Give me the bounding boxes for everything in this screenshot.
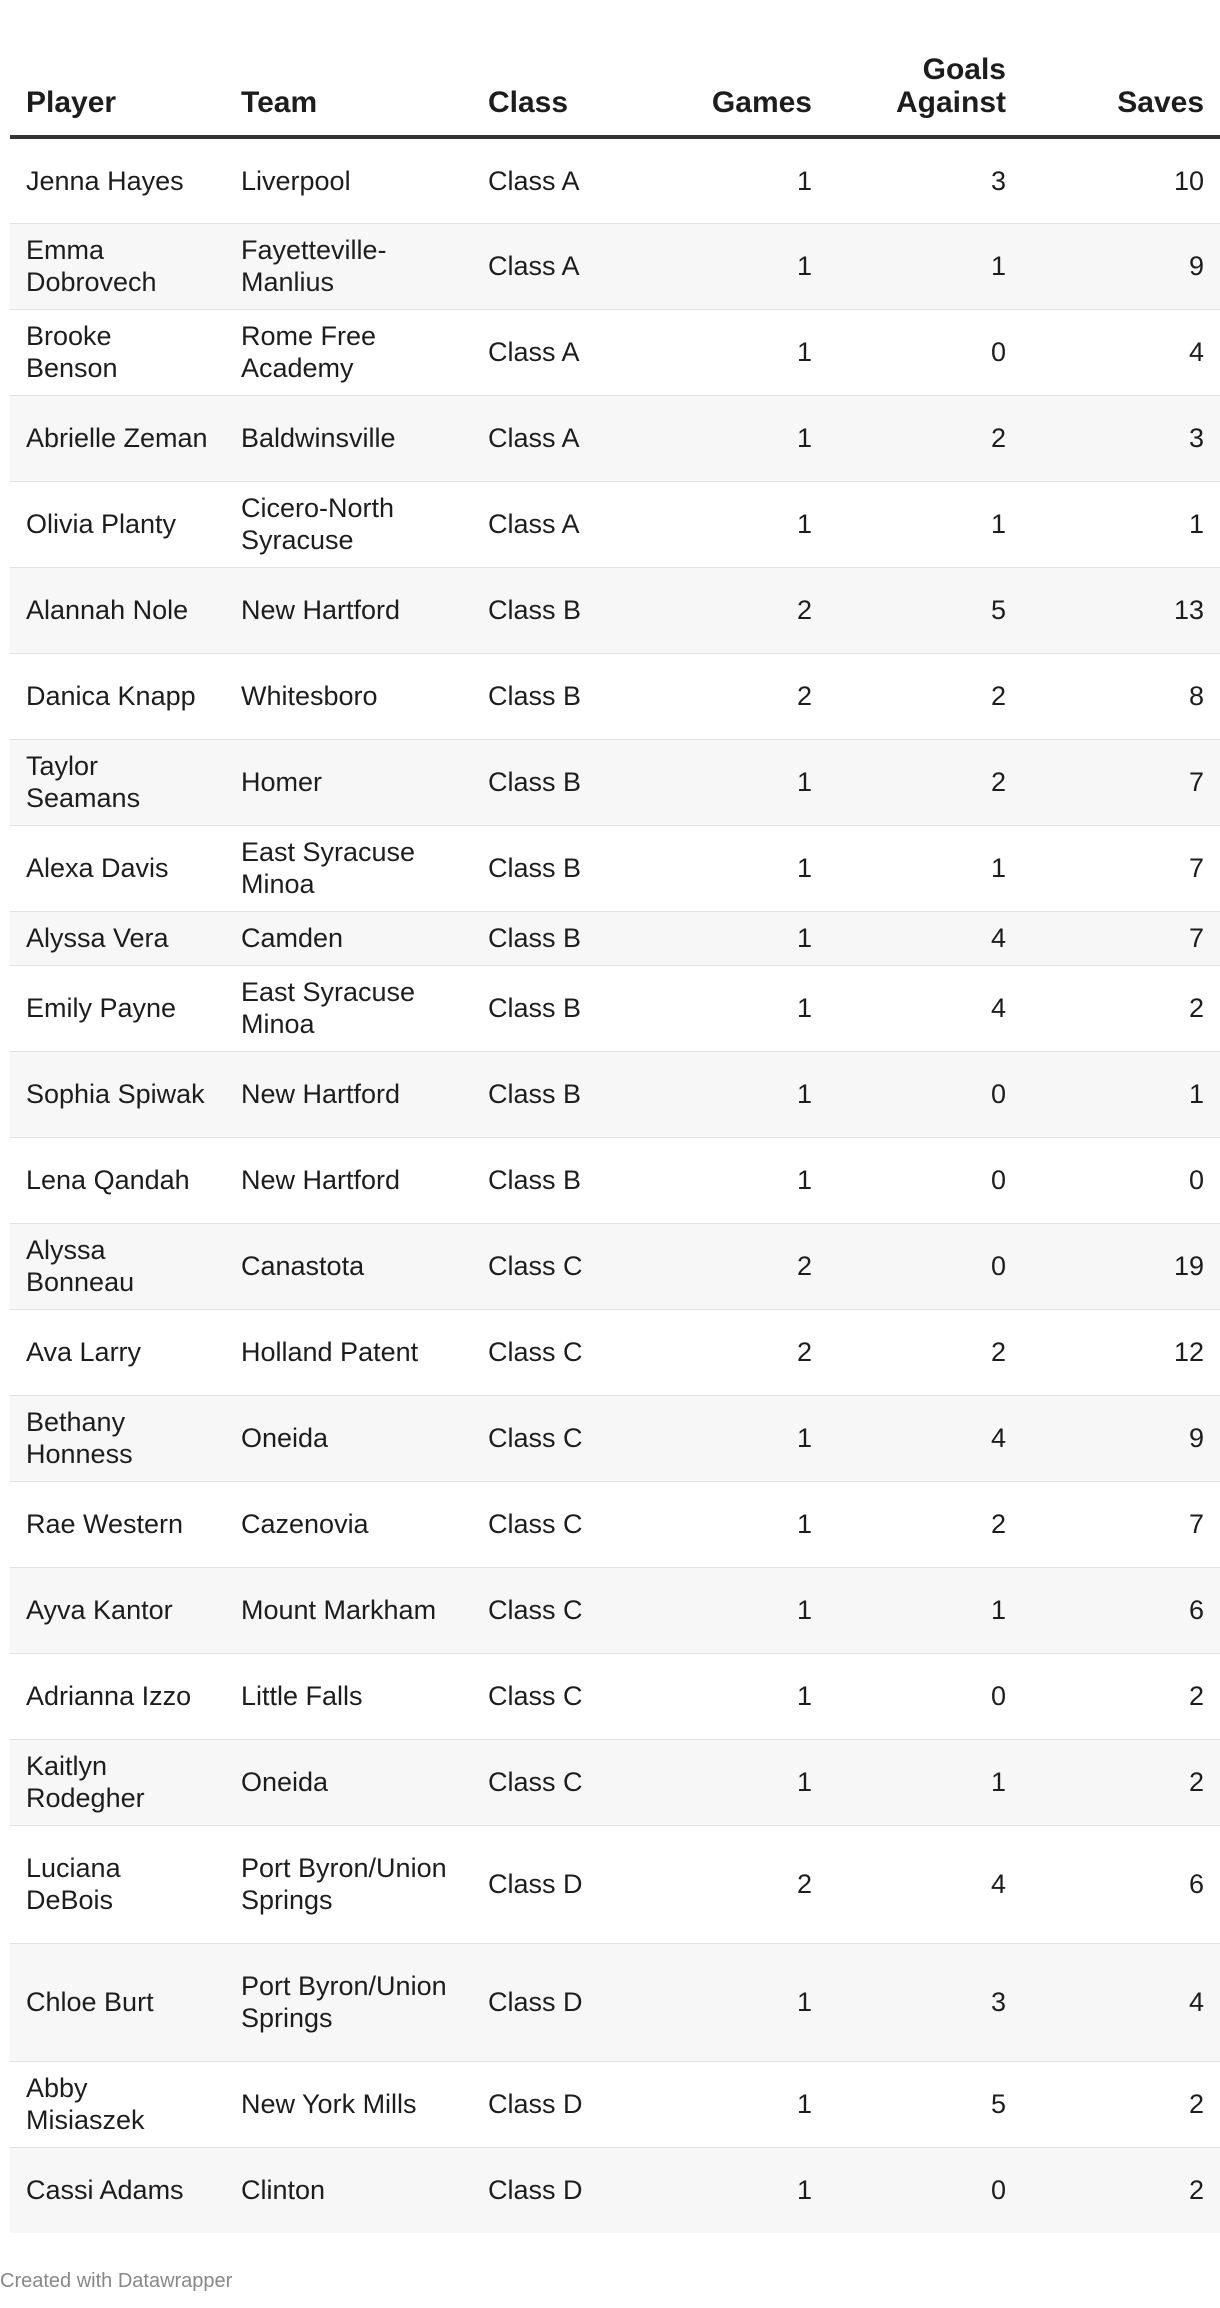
cell-games: 1 bbox=[640, 309, 828, 395]
cell-team: Little Falls bbox=[225, 1653, 472, 1739]
cell-saves: 7 bbox=[1022, 1481, 1220, 1567]
cell-team: New York Mills bbox=[225, 2061, 472, 2147]
table-row bbox=[10, 1567, 1220, 1653]
cell-team: Homer bbox=[225, 739, 472, 825]
cell-games: 1 bbox=[640, 1739, 828, 1825]
table-row bbox=[10, 1481, 1220, 1567]
table-row bbox=[10, 1825, 1220, 1943]
cell-games: 2 bbox=[640, 653, 828, 739]
cell-team: Port Byron/Union Springs bbox=[225, 1825, 472, 1943]
cell-goals-against: 2 bbox=[828, 653, 1022, 739]
cell-player: Jenna Hayes bbox=[10, 137, 225, 223]
cell-saves: 2 bbox=[1022, 1653, 1220, 1739]
cell-class: Class C bbox=[472, 1223, 640, 1309]
cell-player: Abby Misiaszek bbox=[10, 2061, 225, 2147]
cell-games: 1 bbox=[640, 1567, 828, 1653]
table-row bbox=[10, 1051, 1220, 1137]
cell-player: Lena Qandah bbox=[10, 1137, 225, 1223]
cell-saves: 2 bbox=[1022, 1739, 1220, 1825]
cell-goals-against: 1 bbox=[828, 481, 1022, 567]
cell-team: Fayetteville-Manlius bbox=[225, 223, 472, 309]
cell-saves: 19 bbox=[1022, 1223, 1220, 1309]
cell-player: Olivia Planty bbox=[10, 481, 225, 567]
cell-team: New Hartford bbox=[225, 1137, 472, 1223]
cell-saves: 6 bbox=[1022, 1825, 1220, 1943]
table-row bbox=[10, 1943, 1220, 2061]
cell-games: 1 bbox=[640, 1395, 828, 1481]
cell-class: Class D bbox=[488, 2175, 583, 2206]
cell-player: Adrianna Izzo bbox=[10, 1653, 225, 1739]
cell-player: Luciana DeBois bbox=[10, 1825, 225, 1943]
cell-team: New Hartford bbox=[225, 567, 472, 653]
cell-class: Class B bbox=[472, 739, 640, 825]
cell-saves: 4 bbox=[1022, 309, 1220, 395]
cell-goals-against: 5 bbox=[828, 567, 1022, 653]
cell-player: Cassi Adams bbox=[26, 2175, 184, 2206]
header-row bbox=[10, 0, 1220, 137]
cell-games: 1 bbox=[640, 911, 828, 965]
cell-games: 1 bbox=[640, 965, 828, 1051]
column-header-team: Team bbox=[225, 0, 472, 137]
cell-team: Port Byron/Union Springs bbox=[225, 1943, 472, 2061]
cell-player: Chloe Burt bbox=[10, 1943, 225, 2061]
cell-class: Class D bbox=[472, 1943, 640, 2061]
table-row bbox=[10, 1309, 1220, 1395]
cell-team: Cazenovia bbox=[225, 1481, 472, 1567]
cell-class: Class B bbox=[472, 825, 640, 911]
cell-saves: 7 bbox=[1022, 825, 1220, 911]
cell-class: Class C bbox=[472, 1395, 640, 1481]
cell-games: 2 bbox=[640, 567, 828, 653]
cell-games: 2 bbox=[640, 1223, 828, 1309]
cell-team: East Syracuse Minoa bbox=[225, 825, 472, 911]
cell-class: Class A bbox=[472, 481, 640, 567]
cell-saves: 4 bbox=[1022, 1943, 1220, 2061]
cell-player: Emily Payne bbox=[10, 965, 225, 1051]
cell-team: Liverpool bbox=[225, 137, 472, 223]
table-row bbox=[10, 309, 1220, 395]
cell-player: Alexa Davis bbox=[10, 825, 225, 911]
table-row bbox=[10, 825, 1220, 911]
table-row bbox=[10, 1223, 1220, 1309]
table-row bbox=[10, 1395, 1220, 1481]
table-row bbox=[10, 2147, 1220, 2233]
cell-games: 2 bbox=[640, 1825, 828, 1943]
cell-player: Abrielle Zeman bbox=[10, 395, 225, 481]
table-row bbox=[10, 2061, 1220, 2147]
cell-games: 1 bbox=[640, 825, 828, 911]
cell-goals-against: 4 bbox=[828, 911, 1022, 965]
cell-goals-against: 2 bbox=[828, 1309, 1022, 1395]
cell-games: 1 bbox=[640, 1653, 828, 1739]
cell-team: Oneida bbox=[225, 1395, 472, 1481]
cell-class: Class D bbox=[472, 1825, 640, 1943]
cell-saves: 6 bbox=[1022, 1567, 1220, 1653]
cell-goals-against: 4 bbox=[828, 1825, 1022, 1943]
cell-class: Class C bbox=[472, 1309, 640, 1395]
cell-class: Class A bbox=[472, 223, 640, 309]
datawrapper-credit: Created with Datawrapper bbox=[0, 2270, 233, 2292]
cell-games: 1 bbox=[796, 2175, 812, 2206]
cell-player: Alyssa Bonneau bbox=[10, 1223, 225, 1309]
cell-class: Class C bbox=[472, 1653, 640, 1739]
cell-goals-against: 3 bbox=[828, 1943, 1022, 2061]
cell-saves: 1 bbox=[1022, 481, 1220, 567]
cell-team: Mount Markham bbox=[225, 1567, 472, 1653]
table-row bbox=[10, 1653, 1220, 1739]
cell-team: Whitesboro bbox=[225, 653, 472, 739]
cell-games: 1 bbox=[640, 223, 828, 309]
cell-saves: 10 bbox=[1022, 137, 1220, 223]
cell-class: Class B bbox=[472, 653, 640, 739]
column-header-class: Class bbox=[472, 0, 640, 137]
cell-games: 1 bbox=[640, 395, 828, 481]
cell-goals-against: 0 bbox=[828, 1137, 1022, 1223]
cell-class: Class A bbox=[472, 137, 640, 223]
table-row bbox=[10, 911, 1220, 965]
cell-saves: 2 bbox=[1022, 965, 1220, 1051]
cell-games: 1 bbox=[640, 1481, 828, 1567]
cell-player: Danica Knapp bbox=[10, 653, 225, 739]
table-header bbox=[10, 0, 1220, 137]
cell-goals-against: 0 bbox=[828, 309, 1022, 395]
cell-saves: 2 bbox=[1022, 2061, 1220, 2147]
goalie-stats-table bbox=[10, 0, 1220, 2233]
cell-saves: 1 bbox=[1022, 1051, 1220, 1137]
cell-class: Class B bbox=[472, 911, 640, 965]
cell-player: Brooke Benson bbox=[10, 309, 225, 395]
column-header-player: Player bbox=[10, 0, 225, 137]
cell-class: Class B bbox=[472, 1051, 640, 1137]
cell-saves: 12 bbox=[1022, 1309, 1220, 1395]
cell-class: Class B bbox=[472, 965, 640, 1051]
cell-games: 1 bbox=[640, 739, 828, 825]
cell-team: Canastota bbox=[225, 1223, 472, 1309]
cell-goals-against: 4 bbox=[828, 1395, 1022, 1481]
cell-goals-against: 0 bbox=[828, 1653, 1022, 1739]
cell-saves: 7 bbox=[1022, 911, 1220, 965]
table-row bbox=[10, 739, 1220, 825]
cell-games: 1 bbox=[640, 137, 828, 223]
cell-goals-against: 2 bbox=[828, 1481, 1022, 1567]
cell-class: Class B bbox=[472, 567, 640, 653]
cell-player: Ava Larry bbox=[10, 1309, 225, 1395]
table-container bbox=[10, 0, 1220, 2233]
table-body bbox=[10, 137, 1220, 2233]
cell-saves: 2 bbox=[1188, 2175, 1204, 2206]
cell-team: Baldwinsville bbox=[225, 395, 472, 481]
cell-class: Class D bbox=[472, 2061, 640, 2147]
cell-goals-against: 3 bbox=[828, 137, 1022, 223]
cell-saves: 8 bbox=[1022, 653, 1220, 739]
cell-saves: 9 bbox=[1022, 223, 1220, 309]
cell-goals-against: 0 bbox=[828, 1223, 1022, 1309]
cell-saves: 7 bbox=[1022, 739, 1220, 825]
cell-goals-against: 5 bbox=[828, 2061, 1022, 2147]
cell-games: 2 bbox=[640, 1309, 828, 1395]
cell-saves: 0 bbox=[1022, 1137, 1220, 1223]
cell-goals-against: 1 bbox=[828, 825, 1022, 911]
cell-games: 1 bbox=[640, 481, 828, 567]
cell-goals-against: 2 bbox=[828, 395, 1022, 481]
cell-player: Kaitlyn Rodegher bbox=[10, 1739, 225, 1825]
cell-saves: 3 bbox=[1022, 395, 1220, 481]
cell-games: 1 bbox=[640, 1051, 828, 1137]
cell-goals-against: 0 bbox=[828, 1051, 1022, 1137]
cell-player: Emma Dobrovech bbox=[10, 223, 225, 309]
cell-team: Cicero-North Syracuse bbox=[225, 481, 472, 567]
cell-player: Alannah Nole bbox=[10, 567, 225, 653]
cell-class: Class A bbox=[472, 309, 640, 395]
table-row bbox=[10, 1137, 1220, 1223]
column-header-games: Games bbox=[640, 0, 828, 137]
table-row bbox=[10, 653, 1220, 739]
cell-class: Class C bbox=[472, 1739, 640, 1825]
table-row bbox=[10, 395, 1220, 481]
cell-class: Class C bbox=[472, 1481, 640, 1567]
cell-player: Ayva Kantor bbox=[10, 1567, 225, 1653]
cell-goals-against: 4 bbox=[828, 965, 1022, 1051]
cell-player: Rae Western bbox=[10, 1481, 225, 1567]
cell-team: Holland Patent bbox=[225, 1309, 472, 1395]
cell-games: 1 bbox=[640, 2061, 828, 2147]
cell-class: Class B bbox=[472, 1137, 640, 1223]
cell-class: Class A bbox=[472, 395, 640, 481]
table-row bbox=[10, 481, 1220, 567]
cell-goals-against: 0 bbox=[990, 2175, 1006, 2206]
cell-saves: 9 bbox=[1022, 1395, 1220, 1481]
cell-class: Class C bbox=[472, 1567, 640, 1653]
cell-games: 1 bbox=[640, 1943, 828, 2061]
column-header-goals-against: Goals Against bbox=[828, 0, 1022, 137]
cell-team: East Syracuse Minoa bbox=[225, 965, 472, 1051]
cell-team: New Hartford bbox=[225, 1051, 472, 1137]
table-row bbox=[10, 1739, 1220, 1825]
cell-team: Camden bbox=[225, 911, 472, 965]
cell-goals-against: 1 bbox=[828, 1739, 1022, 1825]
cell-team: Oneida bbox=[225, 1739, 472, 1825]
table-row bbox=[10, 965, 1220, 1051]
column-header-saves: Saves bbox=[1022, 0, 1220, 137]
cell-player: Sophia Spiwak bbox=[10, 1051, 225, 1137]
cell-saves: 13 bbox=[1022, 567, 1220, 653]
table-row bbox=[10, 567, 1220, 653]
cell-goals-against: 1 bbox=[828, 1567, 1022, 1653]
cell-player: Taylor Seamans bbox=[10, 739, 225, 825]
cell-goals-against: 2 bbox=[828, 739, 1022, 825]
cell-goals-against: 1 bbox=[828, 223, 1022, 309]
table-row bbox=[10, 223, 1220, 309]
table-row bbox=[10, 137, 1220, 223]
cell-player: Alyssa Vera bbox=[10, 911, 225, 965]
cell-games: 1 bbox=[640, 1137, 828, 1223]
cell-player: Bethany Honness bbox=[10, 1395, 225, 1481]
cell-team: Clinton bbox=[241, 2175, 326, 2206]
cell-team: Rome Free Academy bbox=[225, 309, 472, 395]
